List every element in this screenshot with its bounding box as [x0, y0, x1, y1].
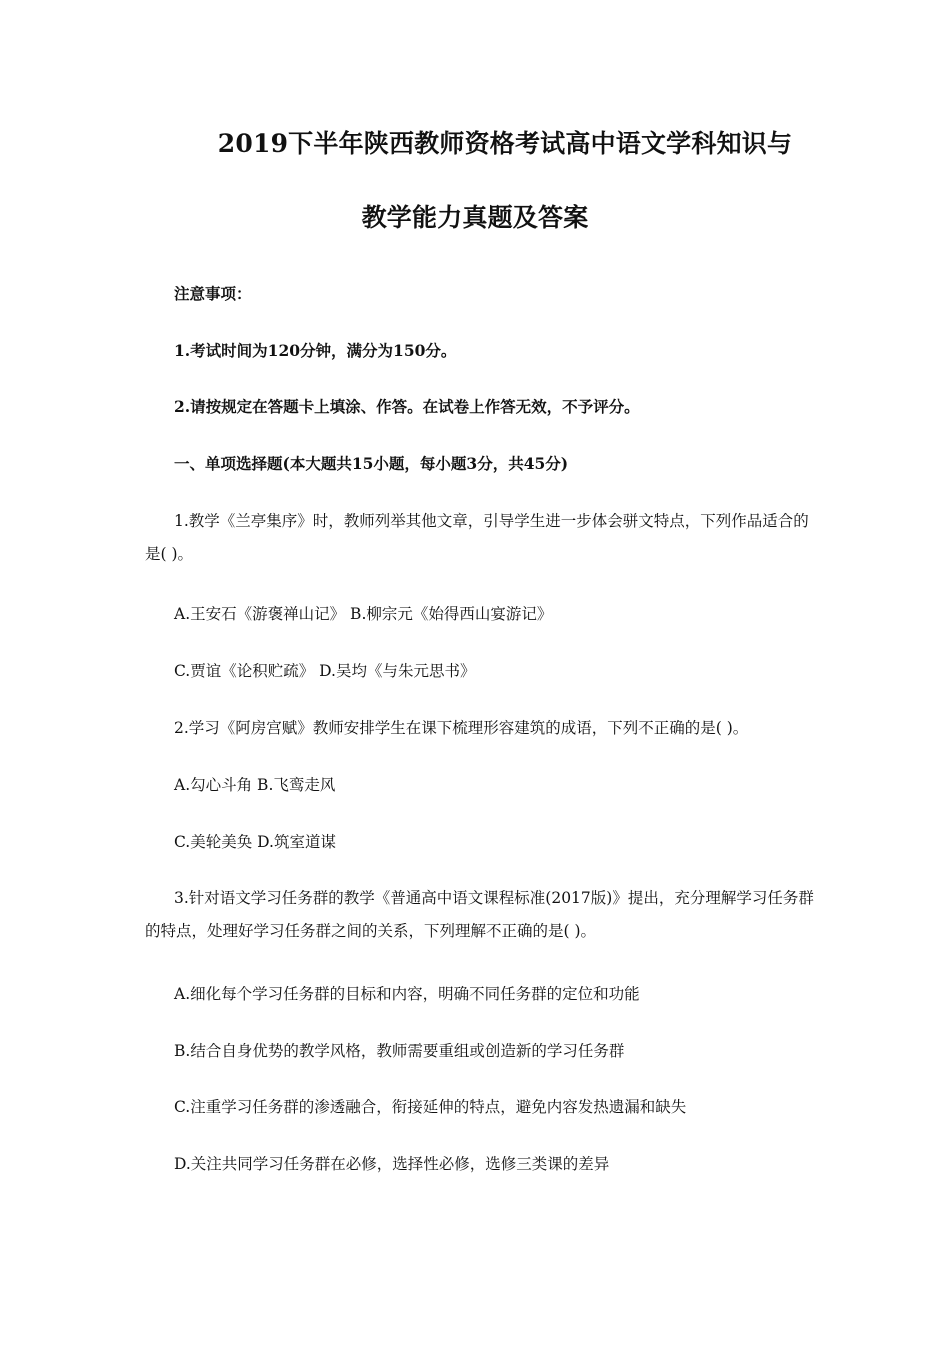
question-1-options-cd: C.贾谊《论积贮疏》 D.吴均《与朱元思书》 — [174, 662, 476, 680]
notice-item-2: 2.请按规定在答题卡上填涂、作答。在试卷上作答无效，不予评分。 — [174, 397, 640, 416]
question-3-option-d: D.关注共同学习任务群在必修，选择性必修，选修三类课的差异 — [174, 1155, 610, 1173]
notice-heading: 注意事项： — [174, 284, 252, 303]
question-1-stem: 1.教学《兰亭集序》时，教师列举其他文章，引导学生进一步体会骈文特点，下列作品适合的是( )。 — [145, 512, 809, 563]
question-3-option-a: A.细化每个学习任务群的目标和内容，明确不同任务群的定位和功能 — [174, 985, 640, 1003]
document-title-line-1: 2019下半年陕西教师资格考试高中语文学科知识与 — [217, 129, 793, 158]
question-1-options-ab: A.王安石《游褒禅山记》 B.柳宗元《始得西山宴游记》 — [174, 605, 553, 623]
question-2-stem: 2.学习《阿房宫赋》教师安排学生在课下梳理形容建筑的成语，下列不正确的是( )。 — [174, 719, 749, 737]
question-3-option-c: C.注重学习任务群的渗透融合，衔接延伸的特点，避免内容发热遗漏和缺失 — [174, 1098, 687, 1116]
question-2-options-ab: A.勾心斗角 B.飞鸾走风 — [174, 776, 336, 794]
question-3-option-b: B.结合自身优势的教学风格，教师需要重组或创造新的学习任务群 — [174, 1042, 625, 1060]
document-title-line-2: 教学能力真题及答案 — [361, 203, 589, 232]
question-3-stem: 3.针对语文学习任务群的教学《普通高中语文课程标准(2017版)》提出，充分理解学习任务群的特点，处理好学习任务群之间的关系，下列理解不正确的是( )。 — [145, 889, 814, 940]
question-2-options-cd: C.美轮美奂 D.筑室道谋 — [174, 833, 336, 851]
section-heading-single-choice: 一、单项选择题(本大题共15小题，每小题3分，共45分) — [174, 454, 569, 473]
notice-item-1: 1.考试时间为120分钟，满分为150分。 — [174, 341, 457, 360]
